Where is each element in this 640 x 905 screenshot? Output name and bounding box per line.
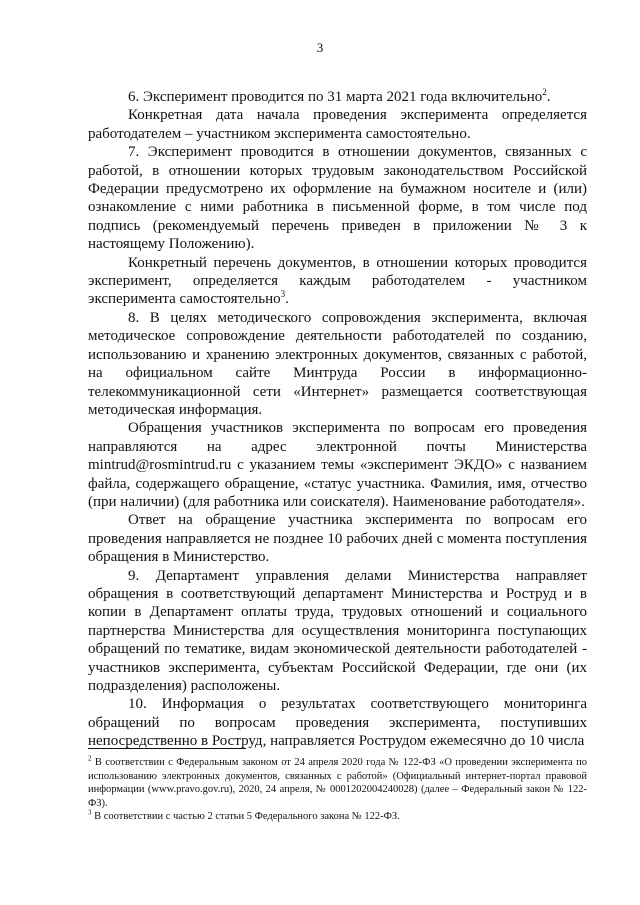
- paragraph-text: 6. Эксперимент проводится по 31 марта 2021 года включительно: [128, 89, 543, 105]
- paragraph-7: 7. Эксперимент проводится в отношении документов, связанных с работой, в отношении которых трудовым законодательством Российской Федерации предусмотрено их оформление на бумажном носителе и (или) ознакомление с ними работника в письменной форме, в том числе под подпись (рекомендуемый перечень приведен в приложении № 3 к настоящему Положению).: [88, 144, 587, 253]
- paragraph: [88, 254, 587, 309]
- page-number: 3: [316, 40, 324, 55]
- footnote-ref: 3: [280, 289, 286, 300]
- body-text: [88, 88, 587, 751]
- paragraph-8: 8. В целях методического сопровождения эксперимента, включая методическое сопровождение деятельности работодателей по созданию, использованию и хранению электронных документов, связанных с работой, на официальном сайте Минтруда России в информационно-телекоммуникационной сети «Интернет» размещается соответствующая методическая информация.: [88, 309, 587, 418]
- footnote-text: В соответствии с частью 2 статьи 5 Федерального закона № 122-ФЗ.: [91, 811, 400, 823]
- paragraph-tail: .: [546, 89, 551, 105]
- paragraph-tail: .: [285, 291, 289, 308]
- paragraph-6: [88, 88, 587, 106]
- footnote: [88, 810, 587, 824]
- paragraph-10: 10. Информация о результатах соответствующего мониторинга обращений по вопросам проведения эксперимента, поступивших непосредственно в Роструд, направляется Рострудом ежемесячно до 10 числа: [88, 696, 587, 750]
- paragraph: Ответ на обращение участника эксперимента по вопросам его проведения направляется не позднее 10 рабочих дней с момента поступления обращения в Министерство.: [88, 512, 587, 566]
- paragraph: Конкретная дата начала проведения эксперимента определяется работодателем – участником эксперимента самостоятельно.: [88, 107, 587, 142]
- footnote-mark: 3: [88, 808, 92, 817]
- paragraph: Обращения участников эксперимента по вопросам его проведения направляются на адрес электронной почты Министерства mintrud@rosmintrud.ru с указанием темы «эксперимент ЭКДО» с названием файла, содержащего обращение, «статус участника. Фамилия, имя, отчество (при наличии) (для работника или соискателя). Наименование работодателя».: [88, 420, 587, 510]
- footnote-ref: 2: [542, 87, 547, 97]
- footnote-text: В соответствии с Федеральным законом от 24 апреля 2020 года № 122-ФЗ «О проведении эксперимента по использованию электронных документов, связанных с работой» (Официальный интернет-портал правовой информации (www.pravo.gov.ru), 2020, 24 апреля, № 0001202004240028) (далее – Федеральный закон № 122-ФЗ).: [88, 757, 587, 809]
- footnotes: [88, 756, 587, 824]
- footnote: [88, 756, 587, 810]
- footnote-mark: 2: [88, 754, 92, 763]
- paragraph-text: Конкретный перечень документов, в отношении которых проводится эксперимент, определяется каждым работодателем - участником эксперимента самостоятельно: [88, 254, 587, 308]
- paragraph-9: 9. Департамент управления делами Министерства направляет обращения в соответствующий департамент Министерства и Роструд и в копии в Департамент оплаты труда, трудовых отношений и социального партнерства Министерства для осуществления мониторинга поступающих обращений по тематике, видам экономической деятельности работодателей - участников эксперимента, субъектам Российской Федерации, где они (их подразделения) расположены.: [88, 567, 587, 694]
- footnote-divider: [88, 748, 246, 749]
